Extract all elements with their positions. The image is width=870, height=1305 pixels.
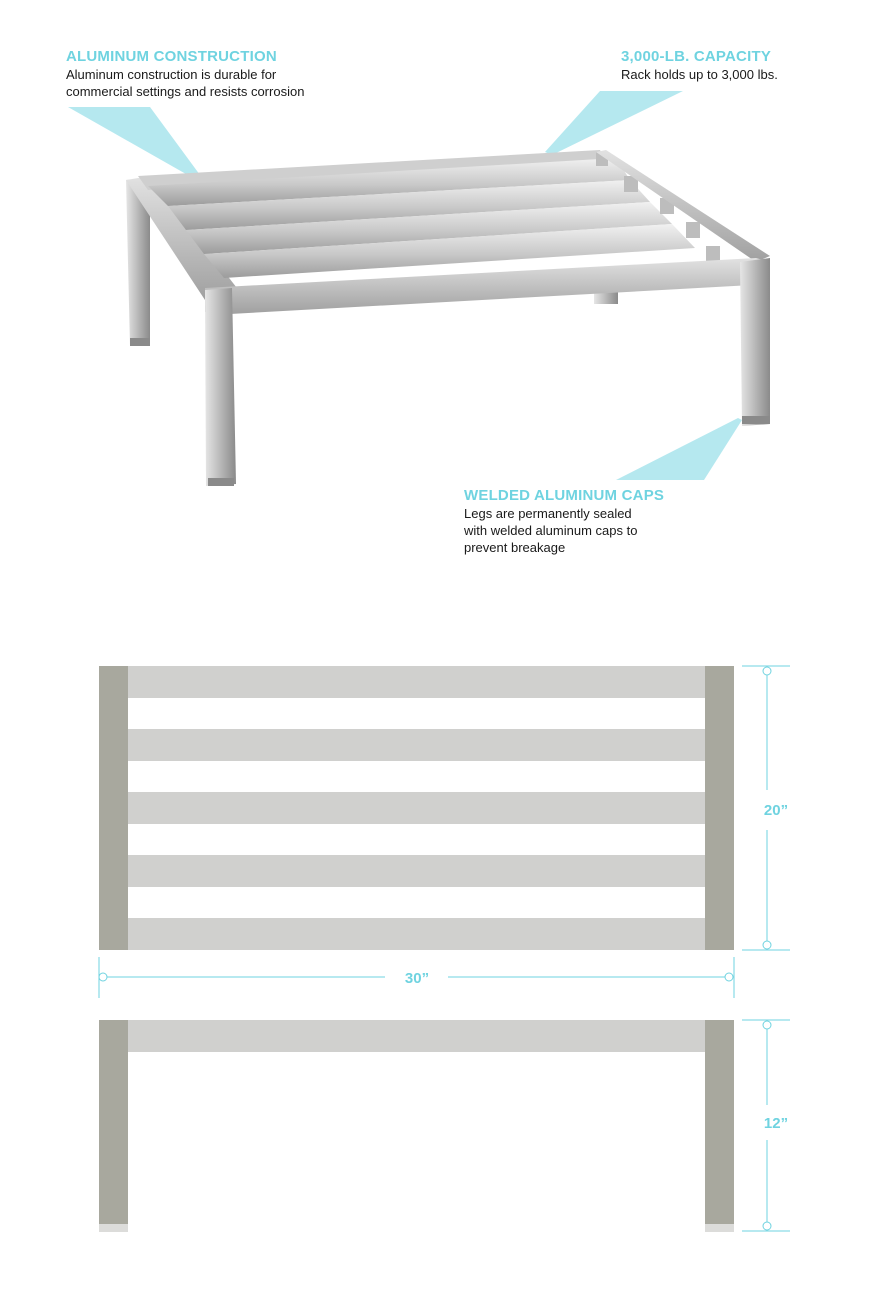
slat xyxy=(128,666,705,698)
slat xyxy=(128,792,705,824)
leg-cap-right xyxy=(705,1224,734,1232)
width-label: 30” xyxy=(404,970,430,987)
callout-description: Rack holds up to 3,000 lbs. xyxy=(621,67,778,82)
callout-pointer-caps xyxy=(616,418,742,480)
frame-left xyxy=(99,666,128,950)
callout-description: Legs are permanently sealed with welded aluminum caps to prevent breakage xyxy=(464,506,638,555)
callout-description: Aluminum construction is durable for commercial settings and resists corrosion xyxy=(66,67,305,99)
slat xyxy=(128,855,705,887)
slat xyxy=(128,918,705,950)
height-label: 12” xyxy=(763,1115,789,1132)
leg-left xyxy=(99,1020,128,1225)
rack-photo xyxy=(126,150,770,486)
top-view-diagram xyxy=(99,666,734,950)
front-rail xyxy=(128,1020,705,1052)
callout-pointer-aluminum xyxy=(68,107,200,178)
depth-label: 20” xyxy=(763,802,789,819)
callout-title: 3,000-LB. CAPACITY xyxy=(621,48,772,65)
leg-right xyxy=(705,1020,734,1225)
front-view-diagram xyxy=(99,1020,734,1232)
leg-cap-left xyxy=(99,1224,128,1232)
frame-right xyxy=(705,666,734,950)
callout-title: ALUMINUM CONSTRUCTION xyxy=(66,48,277,65)
slat xyxy=(128,729,705,761)
callout-title: WELDED ALUMINUM CAPS xyxy=(464,487,665,504)
callout-pointer-capacity xyxy=(545,91,683,155)
